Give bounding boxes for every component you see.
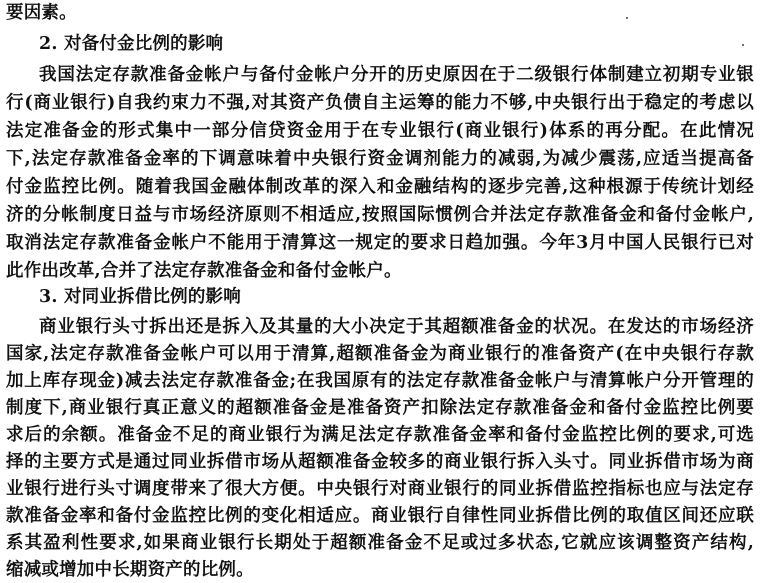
text-line: 要因素。 [6,3,77,23]
text-line: 系其盈利性要求,如果商业银行长期处于超额准备金不足或过多状态,它就应该调整资产结构, [6,533,754,553]
text-line: 取消法定存款准备金帐户不能用于清算这一规定的要求日趋加强。今年3月中国人民银行已对 [6,233,754,253]
text-line: 加上库存现金)减去法定存款准备金;在我国原有的法定存款准备金帐户与清算帐户分开管理的 [6,371,754,391]
text-line: 择的主要方式是通过同业拆借市场从超额准备金较多的商业银行拆入头寸。同业拆借市场为商 [6,452,754,472]
text-line: 法定准备金的形式集中一部分信贷资金用于在专业银行(商业银行)体系的再分配。在此情况 [6,121,754,141]
text-line: 国家,法定存款准备金帐户可以用于清算,超额准备金为商业银行的准备资产(在中央银行存款 [6,344,754,364]
text-line: 款准备金率和备付金监控比例的变化相适应。商业银行自律性同业拆借比例的取值区间还应联 [6,506,754,526]
text-line: 行(商业银行)自我约束力不强,对其资产负债自主运筹的能力不够,中央银行出于稳定的考虑以 [6,93,754,113]
section-heading: 2. 对备付金比例的影响 [39,34,224,54]
text-line: 求后的余额。准备金不足的商业银行为满足法定存款准备金率和备付金监控比例的要求,可选 [6,425,754,445]
text-line: 制度下,商业银行真正意义的超额准备金是准备资产扣除法定存款准备金和备付金监控比例要 [6,398,754,418]
text-line: 业银行进行头寸调度带来了很大方便。中央银行对商业银行的同业拆借监控指标也应与法定存 [6,479,754,499]
text-line: 此作出改革,合并了法定存款准备金和备付金帐户。 [6,261,402,281]
text-line: 缩减或增加中长期资产的比例。 [6,560,254,580]
text-line: 下,法定存款准备金率的下调意味着中央银行资金调剂能力的减弱,为减少震荡,应适当提高备 [6,149,754,169]
scan-speck [742,44,744,46]
scan-speck [626,17,628,19]
text-line: 济的分帐制度日益与市场经济原则不相适应,按照国际惯例合并法定存款准备金和备付金帐户, [6,205,754,225]
section-heading: 3. 对同业拆借比例的影响 [39,287,241,307]
text-line: 我国法定存款准备金帐户与备付金帐户分开的历史原因在于二级银行体制建立初期专业银 [39,65,754,85]
text-line: 商业银行头寸拆出还是拆入及其量的大小决定于其超额准备金的状况。在发达的市场经济 [39,317,754,337]
text-line: 付金监控比例。随着我国金融体制改革的深入和金融结构的逐步完善,这种根源于传统计划经 [6,177,754,197]
